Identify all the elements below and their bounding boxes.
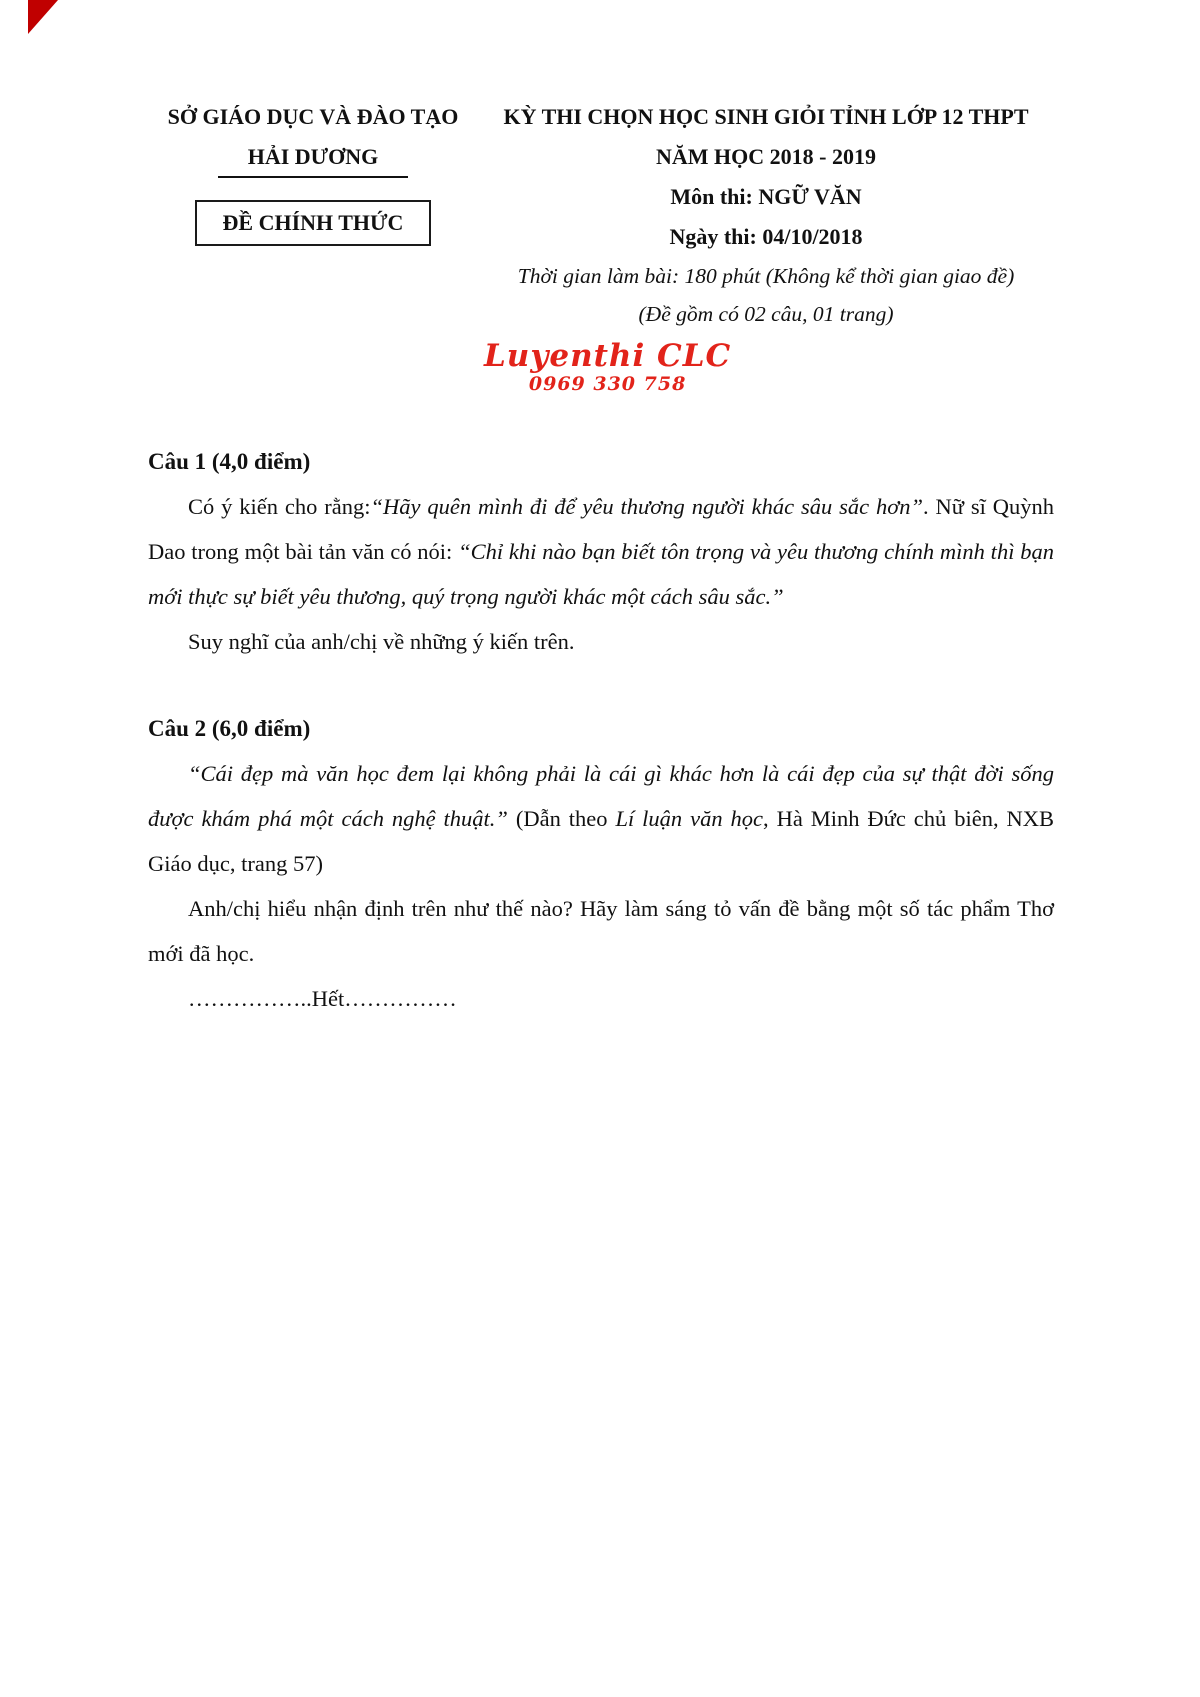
subject-line: Môn thi: NGỮ VĂN bbox=[670, 184, 862, 209]
luyenthi-clc-logo bbox=[478, 339, 731, 395]
question-2-task: Anh/chị hiểu nhận định trên như thế nào? Hãy làm sáng tỏ vấn đề bằng một số tác phẩm Thơ mới đã học. bbox=[148, 896, 1054, 966]
document-header bbox=[148, 97, 1054, 395]
question-1-prompt: Có ý kiến cho rằng:“Hãy quên mình đi để yêu thương người khác sâu sắc hơn”. Nữ sĩ Quỳnh Dao trong một bài tản văn có nói: “Chỉ khi nào bạn biết tôn trọng và yêu thương chính mình thì bạn mới thực sự biết yêu thương, quý trọng người khác một cách sâu sắc.” bbox=[148, 494, 1054, 609]
logo-phone-number: 0969 330 758 bbox=[528, 373, 687, 395]
department-name: SỞ GIÁO DỤC VÀ ĐÀO TẠO bbox=[167, 104, 459, 129]
official-exam-label: ĐỀ CHÍNH THỨC bbox=[195, 200, 432, 246]
province-name: HẢI DƯƠNG bbox=[218, 142, 409, 178]
question-2-quote: “Cái đẹp mà văn học đem lại không phải là cái gì khác hơn là cái đẹp của sự thật đời sống được khám phá một cách nghệ thuật.” (Dẫn theo Lí luận văn học, Hà Minh Đức chủ biên, NXB Giáo dục, trang 57) bbox=[148, 761, 1055, 876]
duration-line: Thời gian làm bài: 180 phút (Không kể thời gian giao đề) bbox=[517, 264, 1015, 288]
question-2-heading: Câu 2 (6,0 điểm) bbox=[148, 716, 311, 741]
exam-date-line: Ngày thi: 04/10/2018 bbox=[669, 224, 863, 249]
end-marker: ……………..Hết…………… bbox=[188, 986, 457, 1011]
red-corner-mark-icon bbox=[28, 0, 58, 34]
exam-body bbox=[148, 439, 1054, 1021]
header-right-column bbox=[478, 97, 1054, 395]
pages-note-line: (Đề gồm có 02 câu, 01 trang) bbox=[638, 302, 894, 326]
question-1-heading: Câu 1 (4,0 điểm) bbox=[148, 449, 311, 474]
school-year: NĂM HỌC 2018 - 2019 bbox=[656, 144, 876, 169]
header-left-column bbox=[148, 97, 478, 395]
logo-name: Luyenthi CLC bbox=[484, 338, 732, 374]
document-content bbox=[148, 97, 1054, 1021]
question-1-task: Suy nghĩ của anh/chị về những ý kiến trên. bbox=[188, 629, 575, 654]
exam-title: KỲ THI CHỌN HỌC SINH GIỎI TỈNH LỚP 12 THPT bbox=[503, 104, 1029, 129]
